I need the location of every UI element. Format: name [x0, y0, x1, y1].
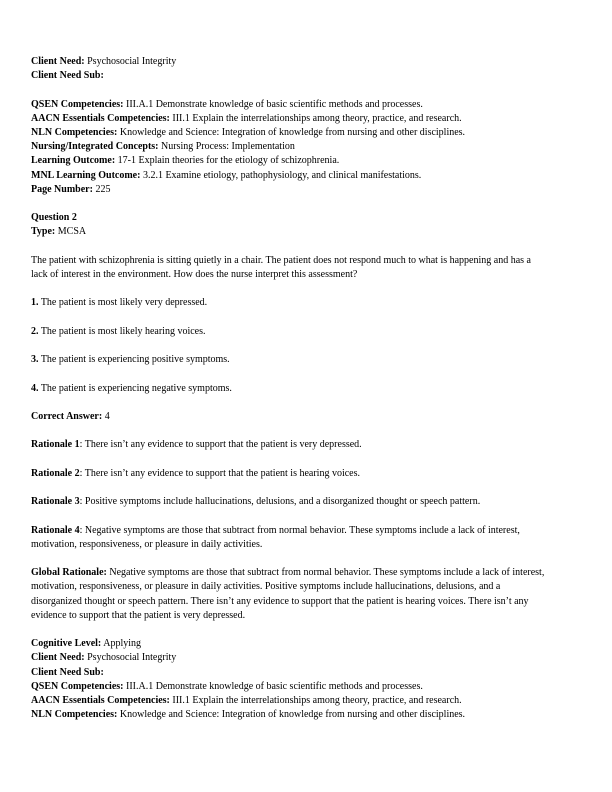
- rationale-1-separator: :: [79, 439, 83, 451]
- global-rationale: [31, 566, 550, 623]
- question-type-value: MCSA: [57, 226, 87, 238]
- footer-client-need-line: [31, 651, 550, 665]
- rationale-3-separator: :: [79, 496, 83, 508]
- rationale-4-text: Negative symptoms are those that subtract from normal behavior. These symptoms include a lack of interest, motivation, responsiveness, or pleasure in daily activities.: [31, 524, 520, 550]
- cognitive-level-label: Cognitive Level:: [31, 638, 102, 650]
- nursing-integrated-concepts-line: [31, 140, 550, 154]
- answer-option-2: [31, 325, 550, 339]
- qsen-competencies-value: III.A.1 Demonstrate knowledge of basic scientific methods and processes.: [126, 98, 423, 110]
- rationale-2-label: Rationale 2: [31, 467, 80, 479]
- answer-option-3: [31, 353, 550, 367]
- document-content: [31, 55, 550, 722]
- footer-qsen-competencies-line: [31, 680, 550, 694]
- global-rationale-label: Global Rationale:: [31, 567, 107, 579]
- rationale-3-text: Positive symptoms include hallucinations, delusions, and a disorganized thought or speech pattern.: [84, 496, 481, 508]
- nursing-integrated-concepts-label: Nursing/Integrated Concepts:: [31, 141, 159, 153]
- footer-client-need-value: Psychosocial Integrity: [87, 652, 177, 664]
- answer-option-4: [31, 382, 550, 396]
- rationale-1: [31, 438, 550, 452]
- page-number-label: Page Number:: [31, 183, 93, 195]
- cognitive-level-value: Applying: [103, 638, 141, 650]
- client-need-value: Psychosocial Integrity: [87, 56, 177, 67]
- page-number-value: 225: [95, 183, 111, 195]
- nursing-integrated-concepts-value: Nursing Process: Implementation: [161, 141, 295, 153]
- rationale-3: [31, 495, 550, 509]
- correct-answer-label: Correct Answer:: [31, 410, 103, 422]
- question-heading-text: Question 2: [31, 212, 77, 224]
- learning-outcome-line: [31, 154, 550, 168]
- answer-option-4-number: 4.: [31, 382, 39, 394]
- client-need-label: Client Need:: [31, 56, 85, 67]
- footer-aacn-competencies-label: AACN Essentials Competencies:: [31, 694, 170, 706]
- footer-qsen-competencies-label: QSEN Competencies:: [31, 680, 124, 692]
- answer-option-1-text: The patient is most likely very depressed.: [40, 297, 208, 309]
- question-type-line: [31, 225, 550, 239]
- rationale-2-separator: :: [79, 467, 83, 479]
- answer-option-1-number: 1.: [31, 297, 39, 309]
- client-need-line: [31, 55, 550, 69]
- aacn-competencies-label: AACN Essentials Competencies:: [31, 112, 170, 124]
- answer-option-2-text: The patient is most likely hearing voices.: [40, 325, 206, 337]
- question-stem-text: The patient with schizophrenia is sitting quietly in a chair. The patient does not respond much to what is happening and has a lack of interest in the environment. How does the nurse interpret this assessment?: [31, 254, 531, 280]
- learning-outcome-value: 17-1 Explain theories for the etiology of schizophrenia.: [117, 155, 340, 167]
- qsen-competencies-line: [31, 98, 550, 112]
- footer-client-need-sub-label: Client Need Sub:: [31, 666, 104, 678]
- cognitive-level-line: [31, 637, 550, 651]
- page-number-line: [31, 183, 550, 197]
- answer-option-2-number: 2.: [31, 325, 39, 337]
- correct-answer-line: [31, 410, 550, 424]
- rationale-1-text: There isn’t any evidence to support that the patient is very depressed.: [84, 439, 362, 451]
- footer-aacn-competencies-value: III.1 Explain the interrelationships among theory, practice, and research.: [172, 694, 462, 706]
- aacn-competencies-line: [31, 112, 550, 126]
- mnl-learning-outcome-label: MNL Learning Outcome:: [31, 169, 141, 181]
- mnl-learning-outcome-value: 3.2.1 Examine etiology, pathophysiology, and clinical manifestations.: [142, 169, 422, 181]
- client-need-sub-label: Client Need Sub:: [31, 70, 104, 82]
- footer-client-need-sub-line: [31, 666, 550, 680]
- answer-option-4-text: The patient is experiencing negative symptoms.: [40, 382, 232, 394]
- rationale-1-label: Rationale 1: [31, 439, 80, 451]
- nln-competencies-value: Knowledge and Science: Integration of knowledge from nursing and other disciplines.: [119, 127, 466, 138]
- answer-option-1: [31, 296, 550, 310]
- rationale-3-label: Rationale 3: [31, 496, 80, 508]
- aacn-competencies-value: III.1 Explain the interrelationships among theory, practice, and research.: [172, 112, 462, 124]
- nln-competencies-line: [31, 126, 550, 140]
- question-type-label: Type:: [31, 226, 56, 238]
- question-heading: [31, 211, 550, 225]
- footer-nln-competencies-label: NLN Competencies:: [31, 709, 118, 721]
- footer-nln-competencies-line: [31, 708, 550, 722]
- rationale-4: [31, 524, 550, 552]
- client-need-sub-line: [31, 69, 550, 83]
- mnl-learning-outcome-line: [31, 169, 550, 183]
- nln-competencies-label: NLN Competencies:: [31, 127, 118, 138]
- footer-qsen-competencies-value: III.A.1 Demonstrate knowledge of basic scientific methods and processes.: [126, 680, 423, 692]
- footer-client-need-label: Client Need:: [31, 652, 85, 664]
- correct-answer-value: 4: [104, 410, 110, 422]
- answer-option-3-text: The patient is experiencing positive symptoms.: [40, 354, 230, 366]
- question-stem: [31, 254, 550, 282]
- qsen-competencies-label: QSEN Competencies:: [31, 98, 124, 110]
- rationale-2: [31, 467, 550, 481]
- learning-outcome-label: Learning Outcome:: [31, 155, 116, 167]
- rationale-4-separator: :: [79, 524, 83, 536]
- footer-nln-competencies-value: Knowledge and Science: Integration of knowledge from nursing and other disciplines.: [119, 709, 466, 721]
- footer-aacn-competencies-line: [31, 694, 550, 708]
- answer-option-3-number: 3.: [31, 354, 39, 366]
- rationale-4-label: Rationale 4: [31, 524, 80, 536]
- rationale-2-text: There isn’t any evidence to support that the patient is hearing voices.: [84, 467, 361, 479]
- global-rationale-text: Negative symptoms are those that subtract from normal behavior. These symptoms include a lack of interest, motivation, responsiveness, or pleasure in daily activities. Positive symptoms include hallucinations, delusions, and a disorganized thought or speech pattern. There isn’t any evidence to support that the patient is hearing voices. There isn’t any evidence to support that the patient is very depressed.: [31, 567, 545, 621]
